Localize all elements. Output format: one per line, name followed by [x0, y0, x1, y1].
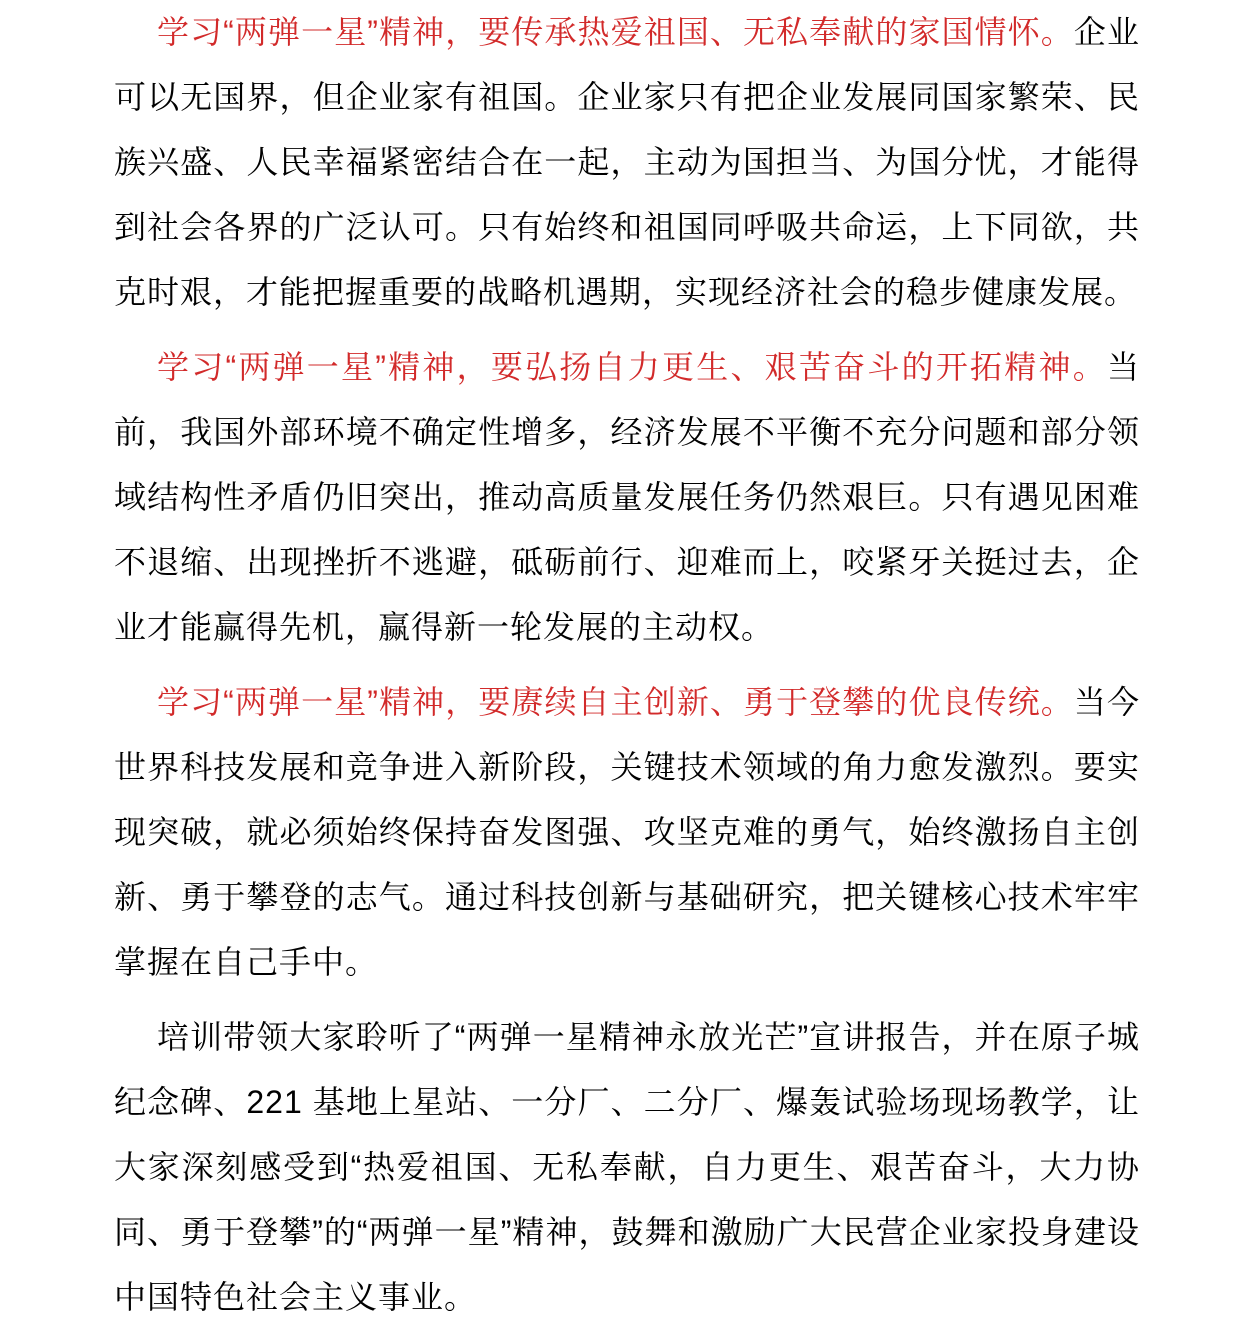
paragraphs-container — [114, 0, 1140, 1340]
paragraph — [114, 335, 1140, 660]
paragraph — [114, 0, 1140, 325]
paragraph-body-text: 当前，我国外部环境不确定性增多，经济发展不平衡不充分问题和部分领域结构性矛盾仍旧突出，推动高质量发展任务仍然艰巨。只有遇见困难不退缩、出现挫折不逃避，砥砺前行、迎难而上，咬紧牙关挺过去，企业才能赢得先机，赢得新一轮发展的主动权。 — [114, 349, 1140, 645]
paragraph-body-text: 培训带领大家聆听了“两弹一星精神永放光芒”宣讲报告，并在原子城纪念碑、221 基地上星站、一分厂、二分厂、爆轰试验场现场教学，让大家深刻感受到“热爱祖国、无私奉献，自力更生、艰苦奋斗，大力协同、勇于登攀”的“两弹一星”精神，鼓舞和激励广大民营企业家投身建设中国特色社会主义事业。 — [114, 1019, 1140, 1315]
paragraph — [114, 670, 1140, 995]
paragraph-lead-sentence: 学习“两弹一星”精神，要赓续自主创新、勇于登攀的优良传统。 — [157, 684, 1074, 720]
paragraph-lead-sentence: 学习“两弹一星”精神，要弘扬自力更生、艰苦奋斗的开拓精神。 — [157, 349, 1107, 385]
paragraph-body-text: 企业可以无国界，但企业家有祖国。企业家只有把企业发展同国家繁荣、民族兴盛、人民幸福紧密结合在一起，主动为国担当、为国分忧，才能得到社会各界的广泛认可。只有始终和祖国同呼吸共命运，上下同欲，共克时艰，才能把握重要的战略机遇期，实现经济社会的稳步健康发展。 — [114, 14, 1140, 310]
paragraph-body-text: 当今世界科技发展和竞争进入新阶段，关键技术领域的角力愈发激烈。要实现突破，就必须始终保持奋发图强、攻坚克难的勇气，始终激扬自主创新、勇于攀登的志气。通过科技创新与基础研究，把关键核心技术牢牢掌握在自己手中。 — [114, 684, 1140, 980]
paragraph — [114, 1005, 1140, 1330]
paragraph-lead-sentence: 学习“两弹一星”精神，要传承热爱祖国、无私奉献的家国情怀。 — [157, 14, 1074, 50]
